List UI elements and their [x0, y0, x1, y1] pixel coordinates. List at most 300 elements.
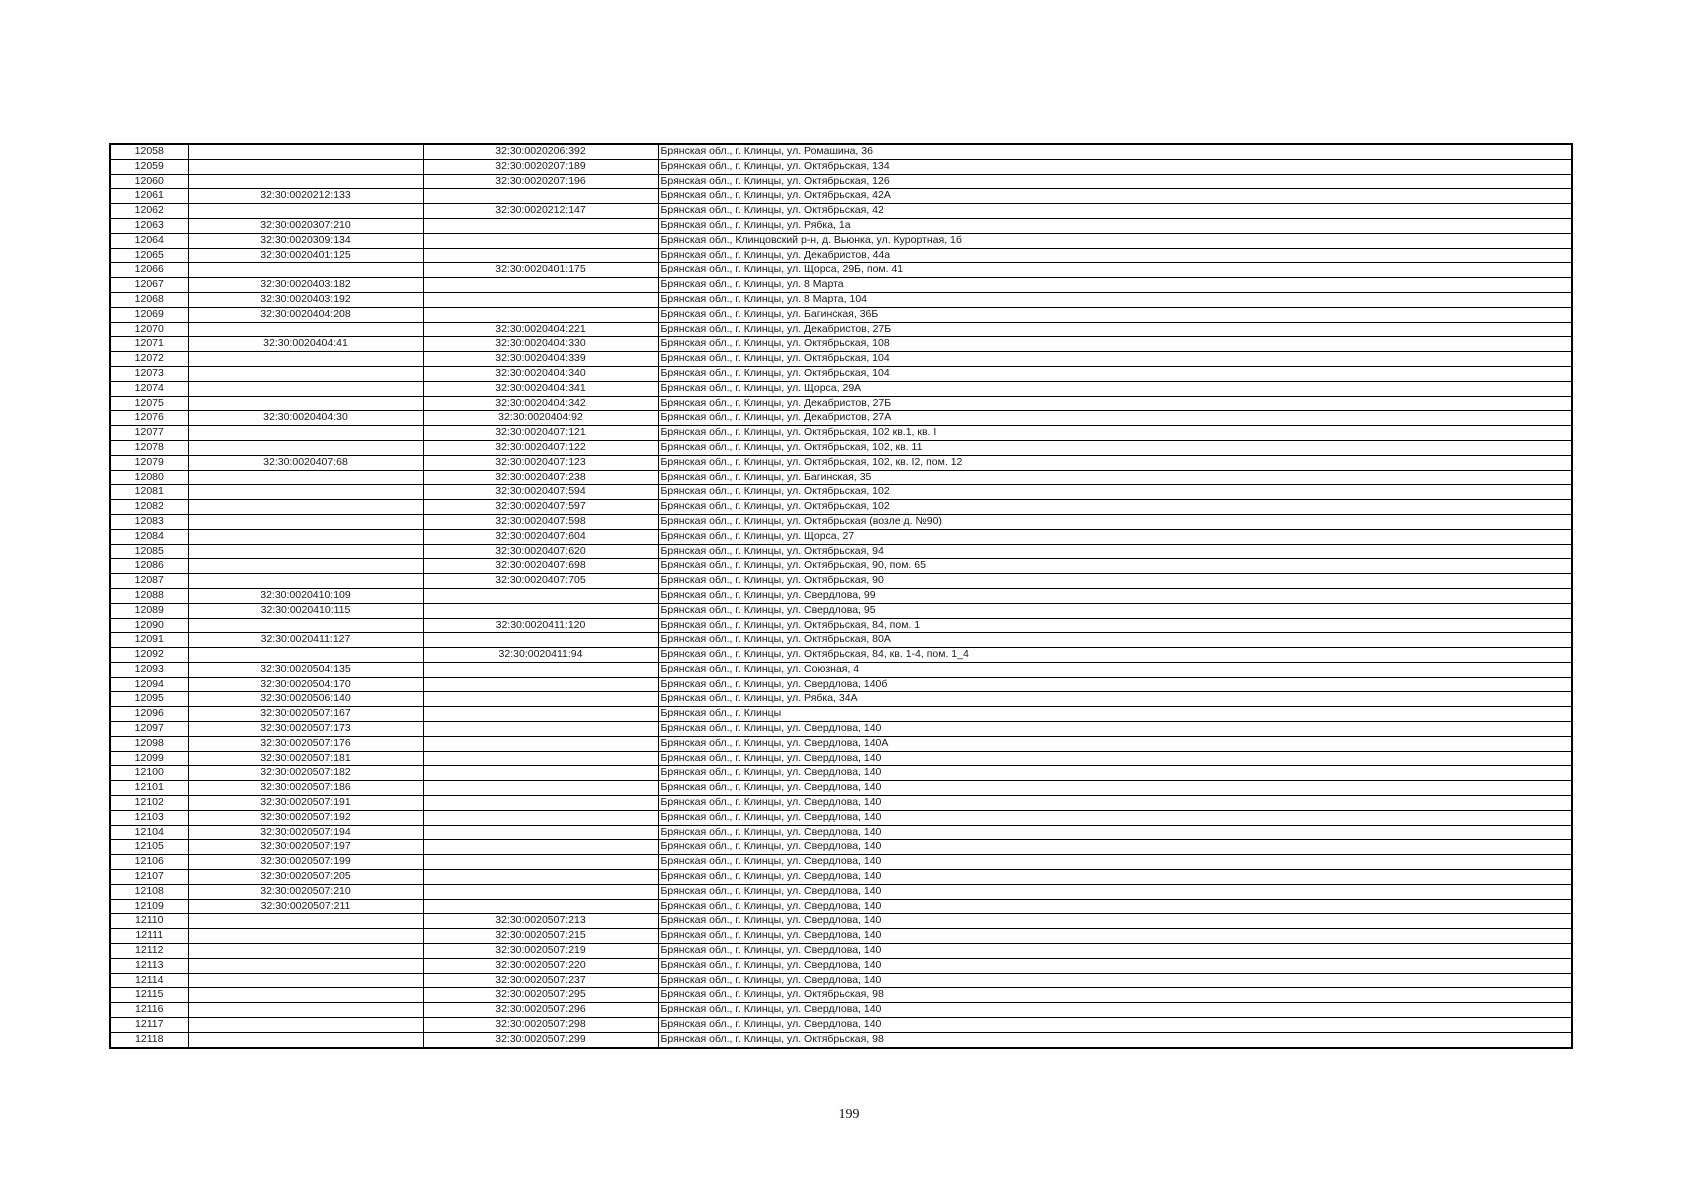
- address-cell: Брянская обл., г. Клинцы, ул. Октябрьская, 90, пом. 65: [658, 559, 1572, 574]
- address-cell: Брянская обл., г. Клинцы, ул. Свердлова, 140: [658, 855, 1572, 870]
- table-row: [110, 958, 1572, 973]
- table-row: [110, 707, 1572, 722]
- address-cell: Брянская обл., г. Клинцы, ул. Свердлова, 140: [658, 914, 1572, 929]
- row-number-cell: 12090: [110, 618, 188, 633]
- address-cell: Брянская обл., г. Клинцы, ул. Свердлова, 140: [658, 751, 1572, 766]
- address-cell: Брянская обл., г. Клинцы, ул. Свердлова, 140: [658, 944, 1572, 959]
- table-row: [110, 736, 1572, 751]
- address-cell: Брянская обл., г. Клинцы, ул. Октябрьская, 102: [658, 485, 1572, 500]
- cadastral-number-object-cell: [423, 307, 658, 322]
- cadastral-number-object-cell: 32:30:0020407:698: [423, 559, 658, 574]
- cadastral-number-land-cell: [188, 574, 423, 589]
- row-number-cell: 12100: [110, 766, 188, 781]
- row-number-cell: 12095: [110, 692, 188, 707]
- cadastral-number-object-cell: 32:30:0020404:330: [423, 337, 658, 352]
- cadastral-table: [109, 143, 1573, 1049]
- address-cell: Брянская обл., г. Клинцы, ул. Декабристов, 27А: [658, 411, 1572, 426]
- row-number-cell: 12058: [110, 144, 188, 159]
- table-row: [110, 426, 1572, 441]
- cadastral-number-object-cell: [423, 692, 658, 707]
- table-row: [110, 322, 1572, 337]
- cadastral-number-land-cell: 32:30:0020410:109: [188, 588, 423, 603]
- address-cell: Брянская обл., Клинцовский р-н, д. Вьюнка, ул. Курортная, 1б: [658, 233, 1572, 248]
- cadastral-number-land-cell: [188, 1003, 423, 1018]
- address-cell: Брянская обл., г. Клинцы, ул. Свердлова, 140: [658, 870, 1572, 885]
- table-row: [110, 159, 1572, 174]
- row-number-cell: 12064: [110, 233, 188, 248]
- address-cell: Брянская обл., г. Клинцы, ул. Октябрьская, 90: [658, 574, 1572, 589]
- cadastral-number-object-cell: 32:30:0020507:237: [423, 973, 658, 988]
- table-row: [110, 603, 1572, 618]
- cadastral-number-land-cell: [188, 470, 423, 485]
- table-row: [110, 973, 1572, 988]
- cadastral-number-object-cell: 32:30:0020507:215: [423, 929, 658, 944]
- row-number-cell: 12071: [110, 337, 188, 352]
- table-row: [110, 559, 1572, 574]
- table-row: [110, 899, 1572, 914]
- table-row: [110, 500, 1572, 515]
- cadastral-number-land-cell: 32:30:0020507:192: [188, 810, 423, 825]
- table-row: [110, 884, 1572, 899]
- cadastral-number-object-cell: 32:30:0020404:342: [423, 396, 658, 411]
- row-number-cell: 12099: [110, 751, 188, 766]
- row-number-cell: 12075: [110, 396, 188, 411]
- cadastral-number-land-cell: 32:30:0020507:205: [188, 870, 423, 885]
- address-cell: Брянская обл., г. Клинцы, ул. Свердлова, 140: [658, 796, 1572, 811]
- cadastral-number-land-cell: 32:30:0020507:211: [188, 899, 423, 914]
- row-number-cell: 12110: [110, 914, 188, 929]
- cadastral-number-land-cell: 32:30:0020506:140: [188, 692, 423, 707]
- cadastral-number-land-cell: [188, 929, 423, 944]
- table-row: [110, 337, 1572, 352]
- table-row: [110, 722, 1572, 737]
- address-cell: Брянская обл., г. Клинцы, ул. Октябрьская (возле д. №90): [658, 514, 1572, 529]
- cadastral-number-object-cell: [423, 810, 658, 825]
- table-row: [110, 440, 1572, 455]
- cadastral-number-object-cell: [423, 633, 658, 648]
- table-row: [110, 766, 1572, 781]
- row-number-cell: 12080: [110, 470, 188, 485]
- cadastral-number-land-cell: 32:30:0020507:197: [188, 840, 423, 855]
- row-number-cell: 12059: [110, 159, 188, 174]
- row-number-cell: 12072: [110, 352, 188, 367]
- row-number-cell: 12065: [110, 248, 188, 263]
- cadastral-number-land-cell: [188, 1032, 423, 1047]
- address-cell: Брянская обл., г. Клинцы, ул. Свердлова, 140: [658, 958, 1572, 973]
- cadastral-number-object-cell: 32:30:0020207:189: [423, 159, 658, 174]
- cadastral-number-object-cell: 32:30:0020407:620: [423, 544, 658, 559]
- table-row: [110, 529, 1572, 544]
- row-number-cell: 12108: [110, 884, 188, 899]
- cadastral-number-object-cell: 32:30:0020507:298: [423, 1018, 658, 1033]
- address-cell: Брянская обл., г. Клинцы, ул. Багинская, 36Б: [658, 307, 1572, 322]
- cadastral-number-land-cell: [188, 988, 423, 1003]
- cadastral-number-object-cell: 32:30:0020507:296: [423, 1003, 658, 1018]
- address-cell: Брянская обл., г. Клинцы, ул. Рябка, 34А: [658, 692, 1572, 707]
- address-cell: Брянская обл., г. Клинцы, ул. Щорса, 27: [658, 529, 1572, 544]
- table-body: [110, 144, 1572, 1048]
- cadastral-number-land-cell: 32:30:0020507:199: [188, 855, 423, 870]
- table-row: [110, 1003, 1572, 1018]
- row-number-cell: 12092: [110, 648, 188, 663]
- table-row: [110, 574, 1572, 589]
- cadastral-number-land-cell: 32:30:0020504:135: [188, 662, 423, 677]
- cadastral-number-land-cell: [188, 944, 423, 959]
- address-cell: Брянская обл., г. Клинцы, ул. Октябрьская, 102, кв. 11: [658, 440, 1572, 455]
- cadastral-number-land-cell: [188, 559, 423, 574]
- address-cell: Брянская обл., г. Клинцы, ул. Октябрьская, 98: [658, 1032, 1572, 1047]
- table-row: [110, 1032, 1572, 1047]
- address-cell: Брянская обл., г. Клинцы, ул. Рябка, 1а: [658, 218, 1572, 233]
- cadastral-number-object-cell: [423, 233, 658, 248]
- cadastral-number-object-cell: 32:30:0020407:123: [423, 455, 658, 470]
- row-number-cell: 12118: [110, 1032, 188, 1047]
- table-row: [110, 514, 1572, 529]
- row-number-cell: 12067: [110, 278, 188, 293]
- cadastral-number-object-cell: [423, 796, 658, 811]
- address-cell: Брянская обл., г. Клинцы, ул. Щорса, 29Б, пом. 41: [658, 263, 1572, 278]
- cadastral-number-land-cell: [188, 263, 423, 278]
- cadastral-number-land-cell: 32:30:0020212:133: [188, 189, 423, 204]
- address-cell: Брянская обл., г. Клинцы, ул. Свердлова, 140: [658, 840, 1572, 855]
- row-number-cell: 12115: [110, 988, 188, 1003]
- table-row: [110, 233, 1572, 248]
- table-row: [110, 1018, 1572, 1033]
- address-cell: Брянская обл., г. Клинцы, ул. Багинская, 35: [658, 470, 1572, 485]
- address-cell: Брянская обл., г. Клинцы, ул. Свердлова, 140: [658, 825, 1572, 840]
- cadastral-number-object-cell: 32:30:0020207:196: [423, 174, 658, 189]
- cadastral-number-land-cell: 32:30:0020507:194: [188, 825, 423, 840]
- address-cell: Брянская обл., г. Клинцы, ул. Свердлова, 140: [658, 1003, 1572, 1018]
- address-cell: Брянская обл., г. Клинцы, ул. Союзная, 4: [658, 662, 1572, 677]
- cadastral-number-object-cell: [423, 751, 658, 766]
- cadastral-number-object-cell: 32:30:0020407:121: [423, 426, 658, 441]
- address-cell: Брянская обл., г. Клинцы, ул. Октябрьская, 80А: [658, 633, 1572, 648]
- cadastral-number-object-cell: [423, 677, 658, 692]
- cadastral-number-object-cell: 32:30:0020507:295: [423, 988, 658, 1003]
- table-row: [110, 988, 1572, 1003]
- table-row: [110, 204, 1572, 219]
- address-cell: Брянская обл., г. Клинцы, ул. Октябрьская, 102 кв.1, кв. I: [658, 426, 1572, 441]
- cadastral-number-land-cell: [188, 159, 423, 174]
- address-cell: Брянская обл., г. Клинцы, ул. Ромашина, 36: [658, 144, 1572, 159]
- cadastral-number-object-cell: [423, 707, 658, 722]
- row-number-cell: 12088: [110, 588, 188, 603]
- cadastral-number-object-cell: 32:30:0020507:299: [423, 1032, 658, 1047]
- row-number-cell: 12069: [110, 307, 188, 322]
- row-number-cell: 12098: [110, 736, 188, 751]
- address-cell: Брянская обл., г. Клинцы, ул. Октябрьская, 126: [658, 174, 1572, 189]
- address-cell: Брянская обл., г. Клинцы, ул. Свердлова, 140: [658, 1018, 1572, 1033]
- cadastral-number-object-cell: [423, 722, 658, 737]
- table-row: [110, 248, 1572, 263]
- cadastral-number-object-cell: [423, 588, 658, 603]
- address-cell: Брянская обл., г. Клинцы, ул. Свердлова, 140б: [658, 677, 1572, 692]
- row-number-cell: 12077: [110, 426, 188, 441]
- row-number-cell: 12066: [110, 263, 188, 278]
- address-cell: Брянская обл., г. Клинцы, ул. Свердлова, 140: [658, 810, 1572, 825]
- table-row: [110, 144, 1572, 159]
- cadastral-number-object-cell: [423, 766, 658, 781]
- table-row: [110, 263, 1572, 278]
- cadastral-number-land-cell: 32:30:0020309:134: [188, 233, 423, 248]
- table-row: [110, 633, 1572, 648]
- address-cell: Брянская обл., г. Клинцы, ул. Свердлова, 95: [658, 603, 1572, 618]
- row-number-cell: 12117: [110, 1018, 188, 1033]
- table-row: [110, 840, 1572, 855]
- cadastral-number-object-cell: 32:30:0020411:120: [423, 618, 658, 633]
- address-cell: Брянская обл., г. Клинцы, ул. 8 Марта: [658, 278, 1572, 293]
- cadastral-number-land-cell: [188, 144, 423, 159]
- row-number-cell: 12086: [110, 559, 188, 574]
- table-row: [110, 352, 1572, 367]
- address-cell: Брянская обл., г. Клинцы, ул. Декабристов, 44а: [658, 248, 1572, 263]
- cadastral-number-land-cell: 32:30:0020307:210: [188, 218, 423, 233]
- table-row: [110, 396, 1572, 411]
- cadastral-number-land-cell: 32:30:0020507:173: [188, 722, 423, 737]
- cadastral-number-object-cell: [423, 248, 658, 263]
- address-cell: Брянская обл., г. Клинцы, ул. Октябрьская, 102: [658, 500, 1572, 515]
- row-number-cell: 12101: [110, 781, 188, 796]
- address-cell: Брянская обл., г. Клинцы, ул. Свердлова, 140: [658, 929, 1572, 944]
- cadastral-number-object-cell: 32:30:0020404:92: [423, 411, 658, 426]
- row-number-cell: 12073: [110, 366, 188, 381]
- table-row: [110, 485, 1572, 500]
- row-number-cell: 12112: [110, 944, 188, 959]
- cadastral-number-land-cell: 32:30:0020407:68: [188, 455, 423, 470]
- cadastral-number-land-cell: 32:30:0020410:115: [188, 603, 423, 618]
- cadastral-number-object-cell: [423, 855, 658, 870]
- row-number-cell: 12103: [110, 810, 188, 825]
- row-number-cell: 12093: [110, 662, 188, 677]
- cadastral-number-object-cell: 32:30:0020404:341: [423, 381, 658, 396]
- cadastral-number-land-cell: [188, 914, 423, 929]
- address-cell: Брянская обл., г. Клинцы, ул. Свердлова, 140: [658, 781, 1572, 796]
- table-row: [110, 292, 1572, 307]
- cadastral-number-object-cell: [423, 736, 658, 751]
- row-number-cell: 12083: [110, 514, 188, 529]
- cadastral-number-land-cell: [188, 396, 423, 411]
- address-cell: Брянская обл., г. Клинцы, ул. Октябрьская, 42: [658, 204, 1572, 219]
- page-number: 199: [838, 1107, 860, 1122]
- cadastral-number-land-cell: [188, 366, 423, 381]
- cadastral-number-object-cell: [423, 840, 658, 855]
- cadastral-number-object-cell: 32:30:0020212:147: [423, 204, 658, 219]
- cadastral-number-land-cell: 32:30:0020404:41: [188, 337, 423, 352]
- address-cell: Брянская обл., г. Клинцы, ул. Свердлова, 140: [658, 766, 1572, 781]
- address-cell: Брянская обл., г. Клинцы, ул. 8 Марта, 104: [658, 292, 1572, 307]
- table-row: [110, 677, 1572, 692]
- cadastral-number-object-cell: 32:30:0020404:221: [423, 322, 658, 337]
- row-number-cell: 12068: [110, 292, 188, 307]
- cadastral-number-land-cell: 32:30:0020507:176: [188, 736, 423, 751]
- cadastral-number-object-cell: 32:30:0020407:594: [423, 485, 658, 500]
- address-cell: Брянская обл., г. Клинцы, ул. Свердлова, 140: [658, 722, 1572, 737]
- table-row: [110, 796, 1572, 811]
- table-row: [110, 307, 1572, 322]
- row-number-cell: 12076: [110, 411, 188, 426]
- cadastral-number-land-cell: [188, 648, 423, 663]
- address-cell: Брянская обл., г. Клинцы, ул. Октябрьская, 102, кв. I2, пом. 12: [658, 455, 1572, 470]
- cadastral-number-object-cell: 32:30:0020407:597: [423, 500, 658, 515]
- row-number-cell: 12060: [110, 174, 188, 189]
- row-number-cell: 12111: [110, 929, 188, 944]
- cadastral-number-object-cell: [423, 899, 658, 914]
- row-number-cell: 12062: [110, 204, 188, 219]
- row-number-cell: 12113: [110, 958, 188, 973]
- address-cell: Брянская обл., г. Клинцы, ул. Свердлова, 140А: [658, 736, 1572, 751]
- cadastral-number-object-cell: 32:30:0020404:340: [423, 366, 658, 381]
- table-row: [110, 174, 1572, 189]
- row-number-cell: 12114: [110, 973, 188, 988]
- row-number-cell: 12102: [110, 796, 188, 811]
- cadastral-number-object-cell: [423, 870, 658, 885]
- address-cell: Брянская обл., г. Клинцы, ул. Свердлова, 99: [658, 588, 1572, 603]
- row-number-cell: 12107: [110, 870, 188, 885]
- address-cell: Брянская обл., г. Клинцы, ул. Октябрьская, 108: [658, 337, 1572, 352]
- table-row: [110, 381, 1572, 396]
- address-cell: Брянская обл., г. Клинцы, ул. Свердлова, 140: [658, 899, 1572, 914]
- table-row: [110, 751, 1572, 766]
- cadastral-number-object-cell: 32:30:0020206:392: [423, 144, 658, 159]
- cadastral-number-land-cell: 32:30:0020404:30: [188, 411, 423, 426]
- table-row: [110, 810, 1572, 825]
- row-number-cell: 12063: [110, 218, 188, 233]
- row-number-cell: 12082: [110, 500, 188, 515]
- cadastral-number-object-cell: [423, 603, 658, 618]
- address-cell: Брянская обл., г. Клинцы, ул. Щорса, 29А: [658, 381, 1572, 396]
- cadastral-number-land-cell: [188, 618, 423, 633]
- cadastral-number-object-cell: [423, 825, 658, 840]
- table-row: [110, 692, 1572, 707]
- cadastral-number-object-cell: [423, 781, 658, 796]
- address-cell: Брянская обл., г. Клинцы, ул. Октябрьская, 104: [658, 352, 1572, 367]
- cadastral-number-land-cell: [188, 485, 423, 500]
- cadastral-number-land-cell: 32:30:0020507:182: [188, 766, 423, 781]
- cadastral-number-land-cell: 32:30:0020507:191: [188, 796, 423, 811]
- table-row: [110, 870, 1572, 885]
- row-number-cell: 12109: [110, 899, 188, 914]
- cadastral-number-land-cell: [188, 1018, 423, 1033]
- cadastral-number-land-cell: 32:30:0020507:186: [188, 781, 423, 796]
- table-row: [110, 855, 1572, 870]
- cadastral-number-land-cell: [188, 514, 423, 529]
- row-number-cell: 12085: [110, 544, 188, 559]
- address-cell: Брянская обл., г. Клинцы, ул. Свердлова, 140: [658, 973, 1572, 988]
- table-row: [110, 781, 1572, 796]
- table-row: [110, 648, 1572, 663]
- cadastral-number-object-cell: 32:30:0020407:604: [423, 529, 658, 544]
- address-cell: Брянская обл., г. Клинцы, ул. Октябрьская, 134: [658, 159, 1572, 174]
- row-number-cell: 12096: [110, 707, 188, 722]
- cadastral-number-land-cell: [188, 440, 423, 455]
- cadastral-number-land-cell: [188, 529, 423, 544]
- cadastral-number-land-cell: 32:30:0020404:208: [188, 307, 423, 322]
- row-number-cell: 12061: [110, 189, 188, 204]
- row-number-cell: 12116: [110, 1003, 188, 1018]
- table-row: [110, 455, 1572, 470]
- cadastral-number-land-cell: [188, 544, 423, 559]
- cadastral-number-land-cell: [188, 204, 423, 219]
- row-number-cell: 12070: [110, 322, 188, 337]
- row-number-cell: 12084: [110, 529, 188, 544]
- table-row: [110, 662, 1572, 677]
- address-cell: Брянская обл., г. Клинцы, ул. Октябрьская, 84, кв. 1-4, пом. 1_4: [658, 648, 1572, 663]
- cadastral-number-object-cell: 32:30:0020407:705: [423, 574, 658, 589]
- table-row: [110, 366, 1572, 381]
- table-row: [110, 618, 1572, 633]
- cadastral-number-object-cell: [423, 189, 658, 204]
- row-number-cell: 12079: [110, 455, 188, 470]
- table-row: [110, 189, 1572, 204]
- table-row: [110, 944, 1572, 959]
- cadastral-number-land-cell: 32:30:0020403:192: [188, 292, 423, 307]
- cadastral-number-land-cell: [188, 322, 423, 337]
- cadastral-number-object-cell: 32:30:0020404:339: [423, 352, 658, 367]
- cadastral-number-land-cell: 32:30:0020403:182: [188, 278, 423, 293]
- table-row: [110, 929, 1572, 944]
- address-cell: Брянская обл., г. Клинцы, ул. Октябрьская, 94: [658, 544, 1572, 559]
- cadastral-number-object-cell: 32:30:0020407:598: [423, 514, 658, 529]
- address-cell: Брянская обл., г. Клинцы, ул. Октябрьская, 84, пом. 1: [658, 618, 1572, 633]
- row-number-cell: 12081: [110, 485, 188, 500]
- row-number-cell: 12104: [110, 825, 188, 840]
- address-cell: Брянская обл., г. Клинцы: [658, 707, 1572, 722]
- address-cell: Брянская обл., г. Клинцы, ул. Октябрьская, 104: [658, 366, 1572, 381]
- row-number-cell: 12091: [110, 633, 188, 648]
- cadastral-number-object-cell: [423, 662, 658, 677]
- row-number-cell: 12087: [110, 574, 188, 589]
- cadastral-number-land-cell: 32:30:0020401:125: [188, 248, 423, 263]
- cadastral-number-object-cell: [423, 292, 658, 307]
- cadastral-number-object-cell: 32:30:0020411:94: [423, 648, 658, 663]
- address-cell: Брянская обл., г. Клинцы, ул. Декабристов, 27Б: [658, 396, 1572, 411]
- row-number-cell: 12078: [110, 440, 188, 455]
- row-number-cell: 12106: [110, 855, 188, 870]
- row-number-cell: 12089: [110, 603, 188, 618]
- cadastral-number-land-cell: 32:30:0020507:210: [188, 884, 423, 899]
- cadastral-number-object-cell: 32:30:0020401:175: [423, 263, 658, 278]
- row-number-cell: 12074: [110, 381, 188, 396]
- cadastral-number-land-cell: [188, 973, 423, 988]
- table-row: [110, 914, 1572, 929]
- cadastral-number-object-cell: 32:30:0020507:220: [423, 958, 658, 973]
- cadastral-number-object-cell: [423, 218, 658, 233]
- table-row: [110, 218, 1572, 233]
- cadastral-number-object-cell: 32:30:0020507:219: [423, 944, 658, 959]
- cadastral-number-land-cell: [188, 500, 423, 515]
- cadastral-number-land-cell: [188, 958, 423, 973]
- cadastral-number-land-cell: 32:30:0020507:167: [188, 707, 423, 722]
- cadastral-number-land-cell: [188, 426, 423, 441]
- cadastral-number-object-cell: [423, 278, 658, 293]
- address-cell: Брянская обл., г. Клинцы, ул. Октябрьская, 42А: [658, 189, 1572, 204]
- cadastral-number-object-cell: 32:30:0020407:122: [423, 440, 658, 455]
- row-number-cell: 12097: [110, 722, 188, 737]
- row-number-cell: 12105: [110, 840, 188, 855]
- address-cell: Брянская обл., г. Клинцы, ул. Декабристов, 27Б: [658, 322, 1572, 337]
- cadastral-number-object-cell: [423, 884, 658, 899]
- cadastral-number-land-cell: 32:30:0020507:181: [188, 751, 423, 766]
- address-cell: Брянская обл., г. Клинцы, ул. Октябрьская, 98: [658, 988, 1572, 1003]
- table-row: [110, 588, 1572, 603]
- table-row: [110, 825, 1572, 840]
- cadastral-number-land-cell: 32:30:0020504:170: [188, 677, 423, 692]
- cadastral-number-land-cell: [188, 174, 423, 189]
- cadastral-number-land-cell: 32:30:0020411:127: [188, 633, 423, 648]
- cadastral-number-object-cell: 32:30:0020507:213: [423, 914, 658, 929]
- table-row: [110, 470, 1572, 485]
